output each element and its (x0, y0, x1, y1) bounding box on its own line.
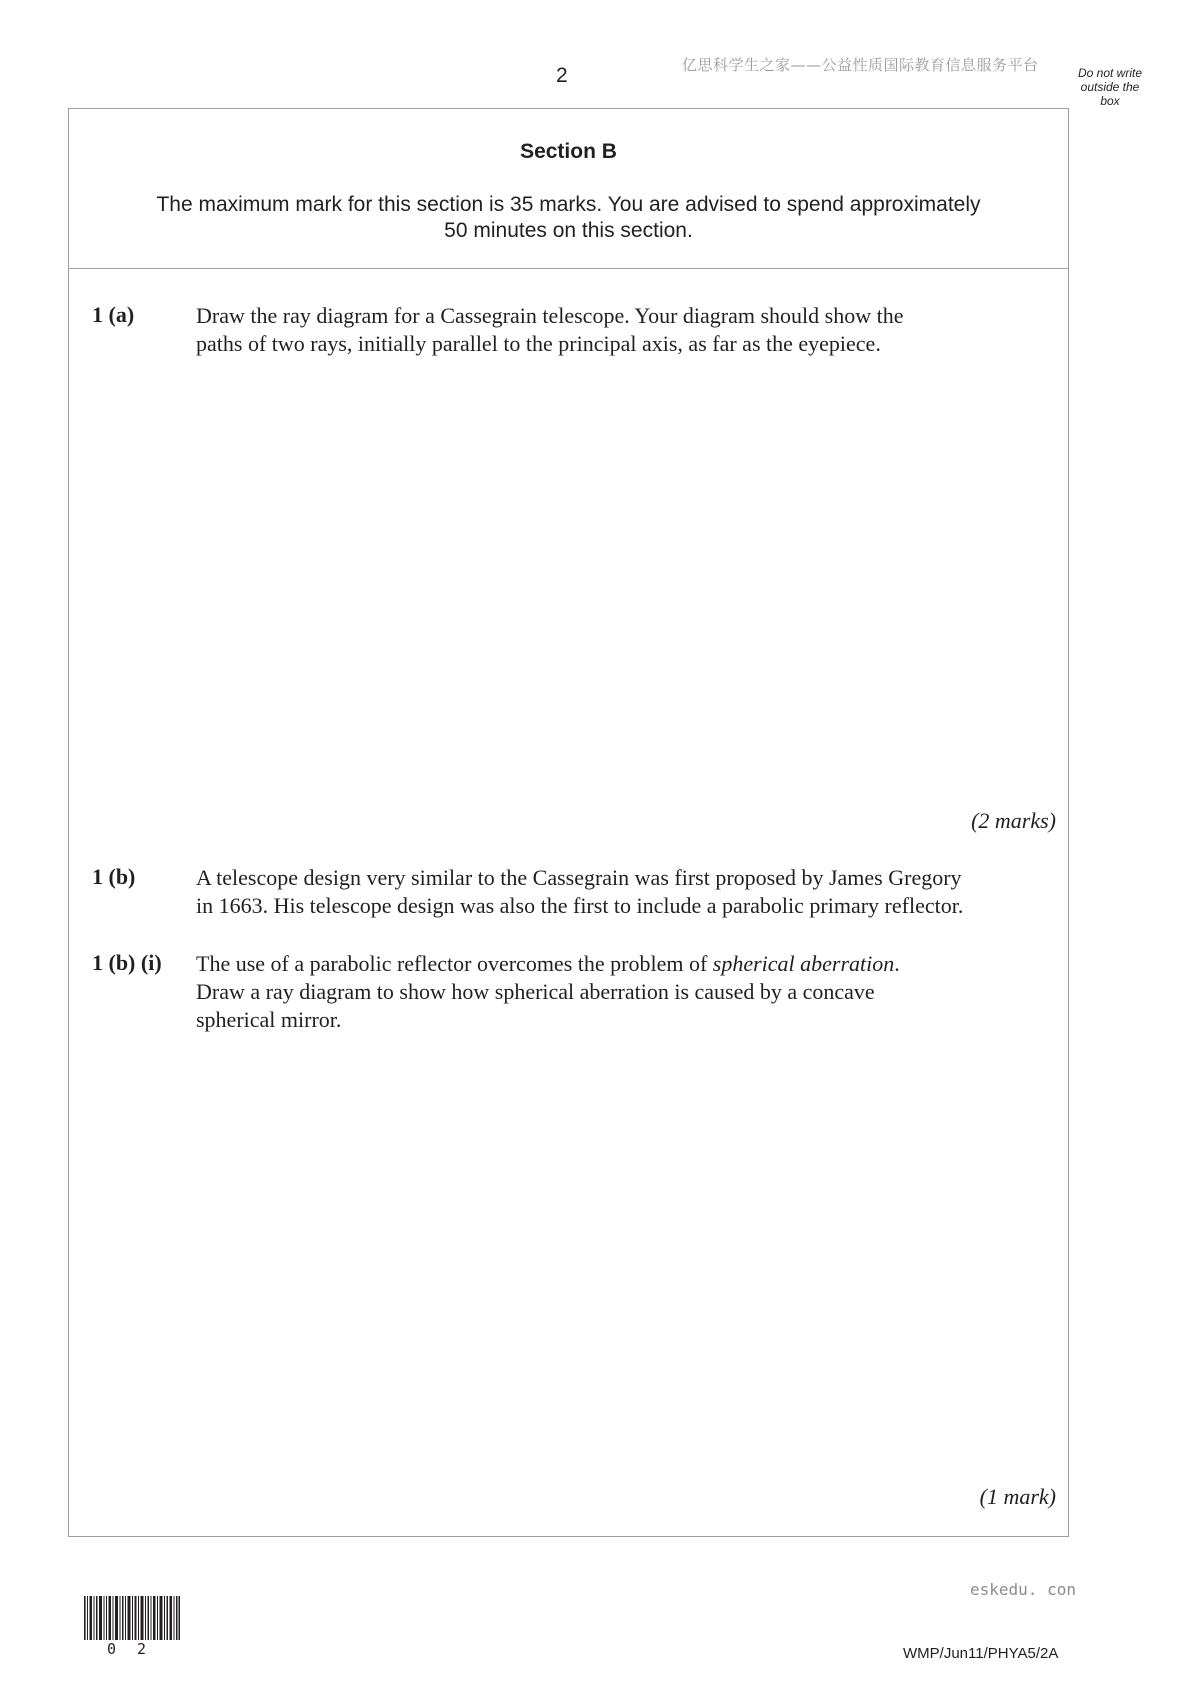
barcode-icon (84, 1596, 180, 1640)
margin-note-line-3: box (1100, 94, 1120, 108)
question-1bi-line-1 (196, 950, 900, 978)
question-1bi-number: 1 (b) (i) (92, 950, 162, 975)
question-1bi-line-1-end: . (894, 951, 900, 976)
section-title: Section B (520, 140, 617, 163)
section-instructions-line-1: The maximum mark for this section is 35 marks. You are advised to spend approximately (156, 193, 981, 216)
watermark-bottom: eskedu. con (970, 1580, 1076, 1599)
paper-code: WMP/Jun11/PHYA5/2A (903, 1645, 1059, 1662)
question-1a-number: 1 (a) (92, 302, 135, 327)
question-1b-number: 1 (b) (92, 864, 136, 889)
question-1bi-line-3: spherical mirror. (196, 1007, 342, 1032)
watermark-top: 亿思科学生之家——公益性质国际教育信息服务平台 (682, 56, 1039, 74)
question-1bi-line-1-start: The use of a parabolic reflector overcomes the problem of (196, 951, 713, 976)
spherical-aberration-term: spherical aberration (712, 951, 895, 976)
margin-note (1068, 66, 1152, 108)
question-1b-line-2: in 1663. His telescope design was also the first to include a parabolic primary reflector. (196, 893, 964, 918)
answer-space-1bi[interactable] (80, 1050, 1056, 1470)
section-instructions (110, 192, 1027, 244)
question-1b-text (196, 864, 963, 920)
section-instructions-line-2: 50 minutes on this section. (444, 219, 693, 242)
page-number: 2 (556, 64, 568, 87)
question-1a-text (196, 302, 903, 358)
question-1bi-marks: (1 mark) (979, 1484, 1056, 1509)
margin-note-line-2: outside the (1080, 80, 1140, 94)
question-1b-line-1: A telescope design very similar to the Cassegrain was first proposed by James Gregory (196, 865, 962, 890)
section-header-divider (68, 268, 1069, 269)
question-1bi-text (196, 950, 900, 1034)
question-1a-marks: (2 marks) (971, 808, 1056, 833)
answer-space-1a[interactable] (80, 370, 1056, 800)
margin-note-line-1: Do not write (1077, 66, 1143, 80)
question-1a-line-1: Draw the ray diagram for a Cassegrain telescope. Your diagram should show the (196, 303, 904, 328)
question-1a-line-2: paths of two rays, initially parallel to the principal axis, as far as the eyepiece. (196, 331, 881, 356)
barcode-digits: 0 2 (107, 1640, 153, 1658)
question-1bi-line-2: Draw a ray diagram to show how spherical aberration is caused by a concave (196, 979, 875, 1004)
